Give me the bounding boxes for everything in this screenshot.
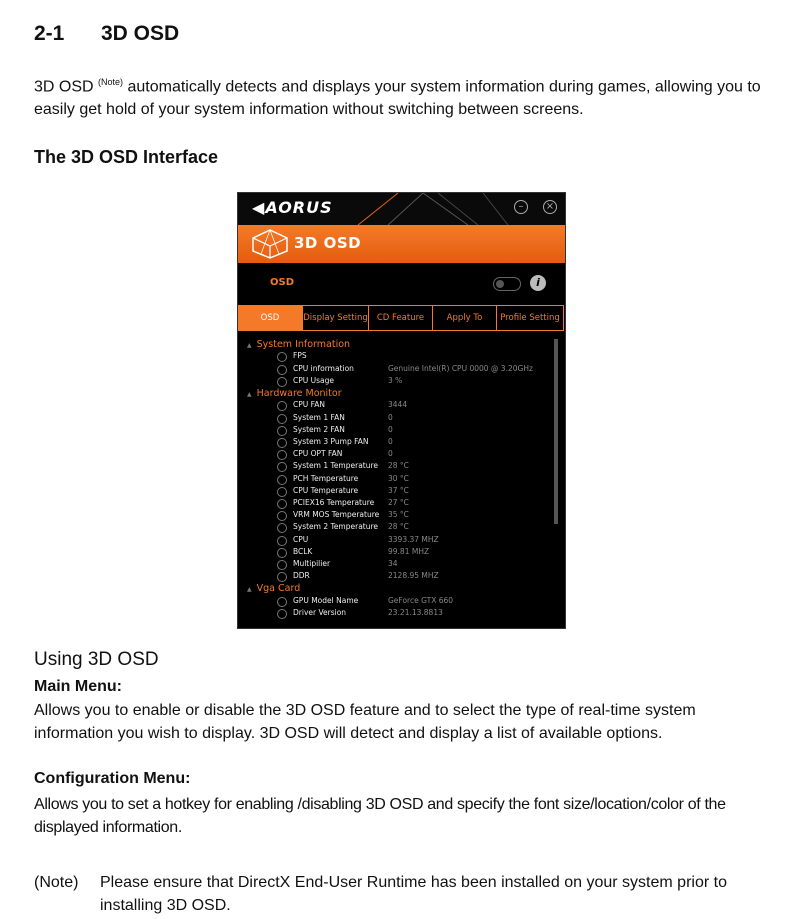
title-bar — [238, 193, 565, 225]
section-number: 2-1 — [34, 22, 65, 45]
osd-item-row — [238, 510, 553, 522]
note-text: Please ensure that DirectX End-User Runtime has been installed on your system prior to installing 3D OSD. — [100, 874, 727, 914]
using-heading: Using 3D OSD — [34, 649, 159, 670]
item-value: 37 °C — [388, 485, 409, 495]
item-radio[interactable] — [277, 560, 287, 570]
item-label: BCLK — [293, 546, 313, 556]
interface-heading: The 3D OSD Interface — [34, 147, 219, 167]
item-value: 23.21.13.8813 — [388, 608, 443, 617]
list-scrollbar[interactable] — [554, 339, 558, 524]
tab-apply-to[interactable]: Apply To — [433, 305, 497, 331]
item-radio[interactable] — [277, 572, 287, 582]
tab-profile-setting[interactable]: Profile Setting — [497, 305, 564, 331]
group-title: System Information — [256, 339, 351, 350]
item-label: System 2 FAN — [293, 424, 345, 434]
osd-item-row — [238, 547, 553, 559]
item-radio[interactable] — [277, 548, 287, 558]
item-value: 3393.37 MHZ — [388, 534, 439, 544]
osd-item-row — [238, 571, 553, 583]
item-label: CPU — [293, 534, 309, 544]
osd-item-row — [238, 596, 553, 608]
item-radio[interactable] — [277, 523, 287, 533]
item-radio[interactable] — [277, 450, 287, 460]
item-label: GPU Model Name — [293, 595, 359, 605]
intro-text: automatically detects and displays your system information during games, allowing you to easily get hold of your system information without switching between screens. — [34, 78, 761, 119]
osd-item-row — [238, 608, 553, 620]
item-radio[interactable] — [277, 426, 287, 436]
item-radio[interactable] — [277, 352, 287, 362]
osd-item-row — [238, 559, 553, 571]
osd-toggle-switch[interactable] — [493, 277, 521, 291]
item-label: System 1 FAN — [293, 412, 345, 422]
item-label: PCIEX16 Temperature — [293, 498, 375, 507]
intro-paragraph — [34, 71, 774, 121]
item-radio[interactable] — [277, 401, 287, 411]
note-tag: (Note) — [34, 874, 79, 891]
item-label: Multipilier — [293, 559, 331, 568]
item-radio[interactable] — [277, 462, 287, 472]
item-radio[interactable] — [277, 475, 287, 485]
item-radio[interactable] — [277, 438, 287, 448]
item-radio[interactable] — [277, 414, 287, 424]
osd-item-row — [238, 364, 553, 376]
collapse-triangle-icon: ▲ — [247, 586, 252, 594]
collapse-triangle-icon: ▲ — [247, 342, 252, 349]
config-menu-text: Allows you to set a hotkey for enabling /disabling 3D OSD and specify the font size/location/color of the displayed information. — [34, 796, 726, 836]
item-label: System 3 Pump FAN — [293, 437, 369, 446]
item-label: FPS — [293, 351, 307, 361]
item-label: CPU FAN — [293, 400, 325, 410]
osd-item-row — [238, 437, 553, 449]
tab-osd[interactable]: OSD — [238, 305, 303, 331]
main-menu-text: Allows you to enable or disable the 3D OSD feature and to select the type of real-time system information you wish to display. 3D OSD will detect and display a list of available options. — [34, 702, 696, 742]
info-icon[interactable]: i — [530, 275, 546, 291]
osd-item-list — [238, 337, 553, 628]
item-label: CPU Usage — [293, 375, 335, 385]
item-value: 99.81 MHZ — [388, 546, 430, 556]
osd-item-row — [238, 376, 553, 388]
item-label: VRM MOS Temperature — [293, 510, 380, 520]
main-menu-heading: Main Menu: — [34, 678, 122, 695]
collapse-triangle-icon: ▲ — [247, 391, 252, 398]
osd-toggle-label: OSD — [270, 277, 295, 288]
osd-item-row — [238, 413, 553, 425]
tab-cd-feature[interactable]: CD Feature — [369, 305, 433, 331]
group-header[interactable] — [247, 583, 300, 594]
osd-item-row — [238, 522, 553, 534]
item-radio[interactable] — [277, 487, 287, 497]
tab-bar — [238, 305, 565, 331]
osd-item-row — [238, 351, 553, 363]
osd-app-window — [237, 192, 566, 629]
item-radio[interactable] — [277, 597, 287, 607]
item-label: PCH Temperature — [293, 473, 359, 483]
item-value: 0 — [388, 412, 393, 422]
minimize-button[interactable]: – — [514, 200, 528, 214]
item-label: CPU Temperature — [293, 485, 359, 495]
item-label: Driver Version — [293, 608, 347, 617]
osd-item-row — [238, 535, 553, 547]
item-value: GeForce GTX 660 — [388, 595, 454, 605]
item-radio[interactable] — [277, 377, 287, 387]
group-title: Vga Card — [256, 583, 301, 595]
eagle-icon: ◀ — [252, 198, 266, 217]
group-title: Hardware Monitor — [256, 388, 342, 399]
section-title: 3D OSD — [101, 22, 180, 45]
osd-item-row — [238, 474, 553, 486]
osd-item-row — [238, 449, 553, 461]
close-button[interactable]: × — [543, 200, 557, 214]
item-radio[interactable] — [277, 499, 287, 509]
item-value: 30 °C — [388, 473, 409, 483]
item-value: 3444 — [388, 400, 408, 410]
item-radio[interactable] — [277, 365, 287, 375]
item-value: 2128.95 MHZ — [388, 571, 439, 581]
group-header[interactable] — [247, 339, 350, 350]
aorus-logo: ◀AORUS — [252, 198, 333, 217]
item-value: 28 °C — [388, 522, 409, 532]
osd-item-row — [238, 498, 553, 510]
item-value: 34 — [388, 559, 398, 568]
osd-item-row — [238, 425, 553, 437]
item-label: CPU information — [293, 363, 354, 373]
osd-cube-icon — [251, 229, 289, 259]
item-value: 35 °C — [388, 510, 409, 520]
item-label: System 2 Temperature — [293, 522, 379, 532]
item-value: 0 — [388, 437, 393, 446]
config-menu-heading: Configuration Menu: — [34, 770, 191, 787]
item-value: Genuine Intel(R) CPU 0000 @ 3.20GHz — [388, 363, 533, 373]
item-value: 27 °C — [388, 498, 409, 507]
group-header[interactable] — [247, 388, 342, 399]
note-mark: (Note) — [98, 77, 124, 87]
item-value: 0 — [388, 424, 393, 434]
osd-item-row — [238, 461, 553, 473]
item-label: System 1 Temperature — [293, 461, 379, 471]
app-banner — [238, 225, 565, 263]
item-label: CPU OPT FAN — [293, 449, 343, 459]
intro-lead: 3D OSD — [34, 78, 94, 96]
osd-item-row — [238, 486, 553, 498]
item-label: DDR — [293, 571, 310, 581]
osd-item-row — [238, 400, 553, 412]
toggle-knob — [496, 280, 504, 288]
tab-display-setting[interactable]: Display Setting — [303, 305, 369, 331]
item-value: 0 — [388, 449, 393, 459]
app-title: 3D OSD — [294, 234, 362, 252]
item-radio[interactable] — [277, 609, 287, 619]
item-value: 3 % — [388, 375, 403, 385]
item-radio[interactable] — [277, 536, 287, 546]
item-radio[interactable] — [277, 511, 287, 521]
item-value: 28 °C — [388, 461, 409, 471]
